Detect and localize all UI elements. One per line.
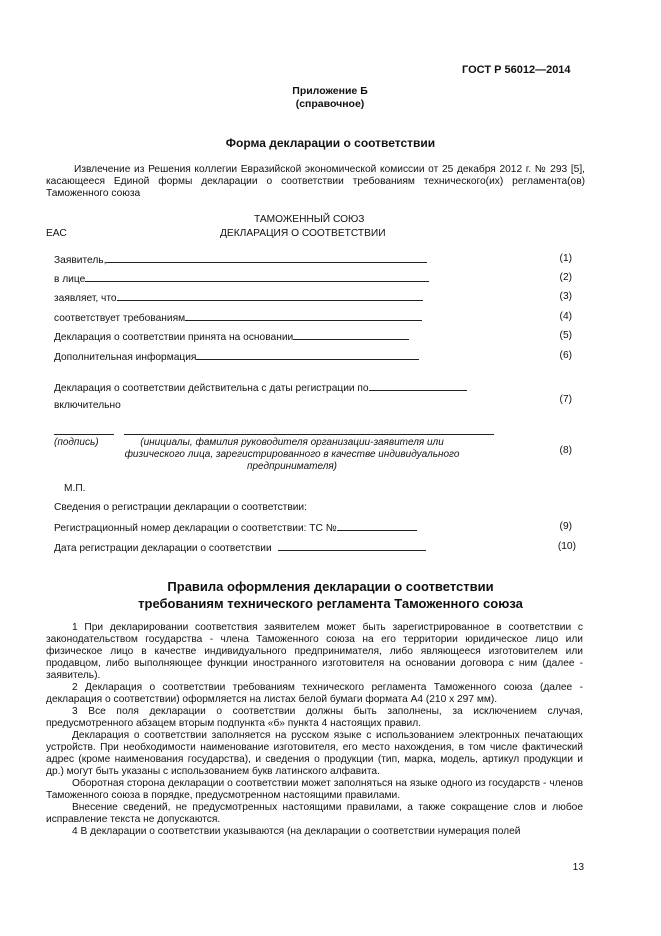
field-reg-number: Регистрационный номер декларации о соответствии: ТС № <box>54 521 417 535</box>
registration-info: Сведения о регистрации декларации о соответствии: <box>54 502 307 513</box>
field-applicant: Заявитель, <box>54 253 427 267</box>
annex-heading <box>230 85 430 111</box>
field-additional-info: Дополнительная информация <box>54 350 419 364</box>
standard-number: ГОСТ Р 56012—2014 <box>462 64 571 76</box>
field-num: (6) <box>559 350 572 361</box>
form-eac: ЕАС <box>46 228 67 239</box>
field-declares: заявляет, что <box>54 291 423 305</box>
stamp-label: М.П. <box>64 483 86 494</box>
rules-paragraph: 3 Все поля декларации о соответствии должны быть заполнены, за исключением случая, предусмотренного абзацем вторым подпункта «б» пункта 4 настоящих правил. <box>46 706 583 729</box>
page-number: 13 <box>572 862 584 873</box>
field-validity-inclusive: включительно <box>54 400 121 411</box>
field-validity: Декларация о соответствии действительна с даты регистрации по <box>54 381 467 395</box>
field-num: (1) <box>559 253 572 264</box>
intro-text: Извлечение из Решения коллегии Евразийской экономической комиссии от 25 декабря 2012 г. № 293 [5], касающееся Единой формы декларации о соответствии требованиям технического(их) регламента(ов) Таможенного союза <box>46 164 585 199</box>
field-basis: Декларация о соответствии принята на основании <box>54 330 409 344</box>
rules-body <box>46 622 583 838</box>
rules-title-line1: Правила оформления декларации о соответствии <box>167 579 494 594</box>
rules-paragraph: 1 При декларировании соответствия заявителем может быть зарегистрированное в соответствии с законодательством государства - члена Таможенного союза на его территории юридическое лицо или физическое лицо в качестве индивидуального предпринимателя, либо являющееся изготовителем или продавцом, либо выполняющее функции иностранного изготовителя на основании договора с ним (далее - заявитель). <box>46 622 583 681</box>
form-declaration-heading: ДЕКЛАРАЦИЯ О СООТВЕТСТВИИ <box>220 228 386 239</box>
rules-paragraph: Внесение сведений, не предусмотренных настоящими правилами, а также сокращение слов и любое исправление текста не допускаются. <box>46 802 583 825</box>
field-num: (2) <box>559 272 572 283</box>
annex-type: (справочное) <box>295 98 365 110</box>
field-num: (7) <box>559 394 572 405</box>
rules-title <box>0 578 661 612</box>
rules-paragraph: Оборотная сторона декларации о соответствии может заполняться на языке одного из государств - членов Таможенного союза в порядке, предусмотренном настоящими правилами. <box>46 778 583 801</box>
field-num: (8) <box>559 445 572 456</box>
signature-label: (подпись) <box>54 437 99 448</box>
form-title: Форма декларации о соответствии <box>225 136 436 150</box>
signature-name-line <box>124 434 494 435</box>
field-num: (5) <box>559 330 572 341</box>
field-num: (9) <box>559 521 572 532</box>
field-represented-by: в лице <box>54 272 429 286</box>
rules-title-line2: требованиям технического регламента Таможенного союза <box>138 596 523 611</box>
signature-description: (инициалы, фамилия руководителя организации-заявителя или физического лица, зарегистрированного в качестве индивидуального предпринимателя) <box>124 437 460 472</box>
field-complies: соответствует требованиям <box>54 311 422 325</box>
rules-paragraph: 4 В декларации о соответствии указываются (на декларации о соответствии нумерация полей <box>72 826 521 837</box>
signature-line <box>54 434 114 435</box>
form-union: ТАМОЖЕННЫЙ СОЮЗ <box>254 214 365 225</box>
field-reg-date: Дата регистрации декларации о соответствии <box>54 541 426 555</box>
annex-title: Приложение Б <box>292 85 368 97</box>
rules-paragraph: 2 Декларация о соответствии требованиям технического регламента Таможенного союза (далее - декларация о соответствии) оформляется на листах белой бумаги формата А4 (210 х 297 мм). <box>46 682 583 705</box>
field-num: (3) <box>559 291 572 302</box>
rules-paragraph: Декларация о соответствии заполняется на русском языке с использованием электронных печатающих устройств. При необходимости наименование изготовителя, его место нахождения, в том числе фактический адрес (кроме наименования государства), и сведения о продукции (тип, марка, модель, артикул продукции и др.) могут быть указаны с использованием букв латинского алфавита. <box>46 730 583 777</box>
field-num: (4) <box>559 311 572 322</box>
field-num: (10) <box>557 541 576 552</box>
